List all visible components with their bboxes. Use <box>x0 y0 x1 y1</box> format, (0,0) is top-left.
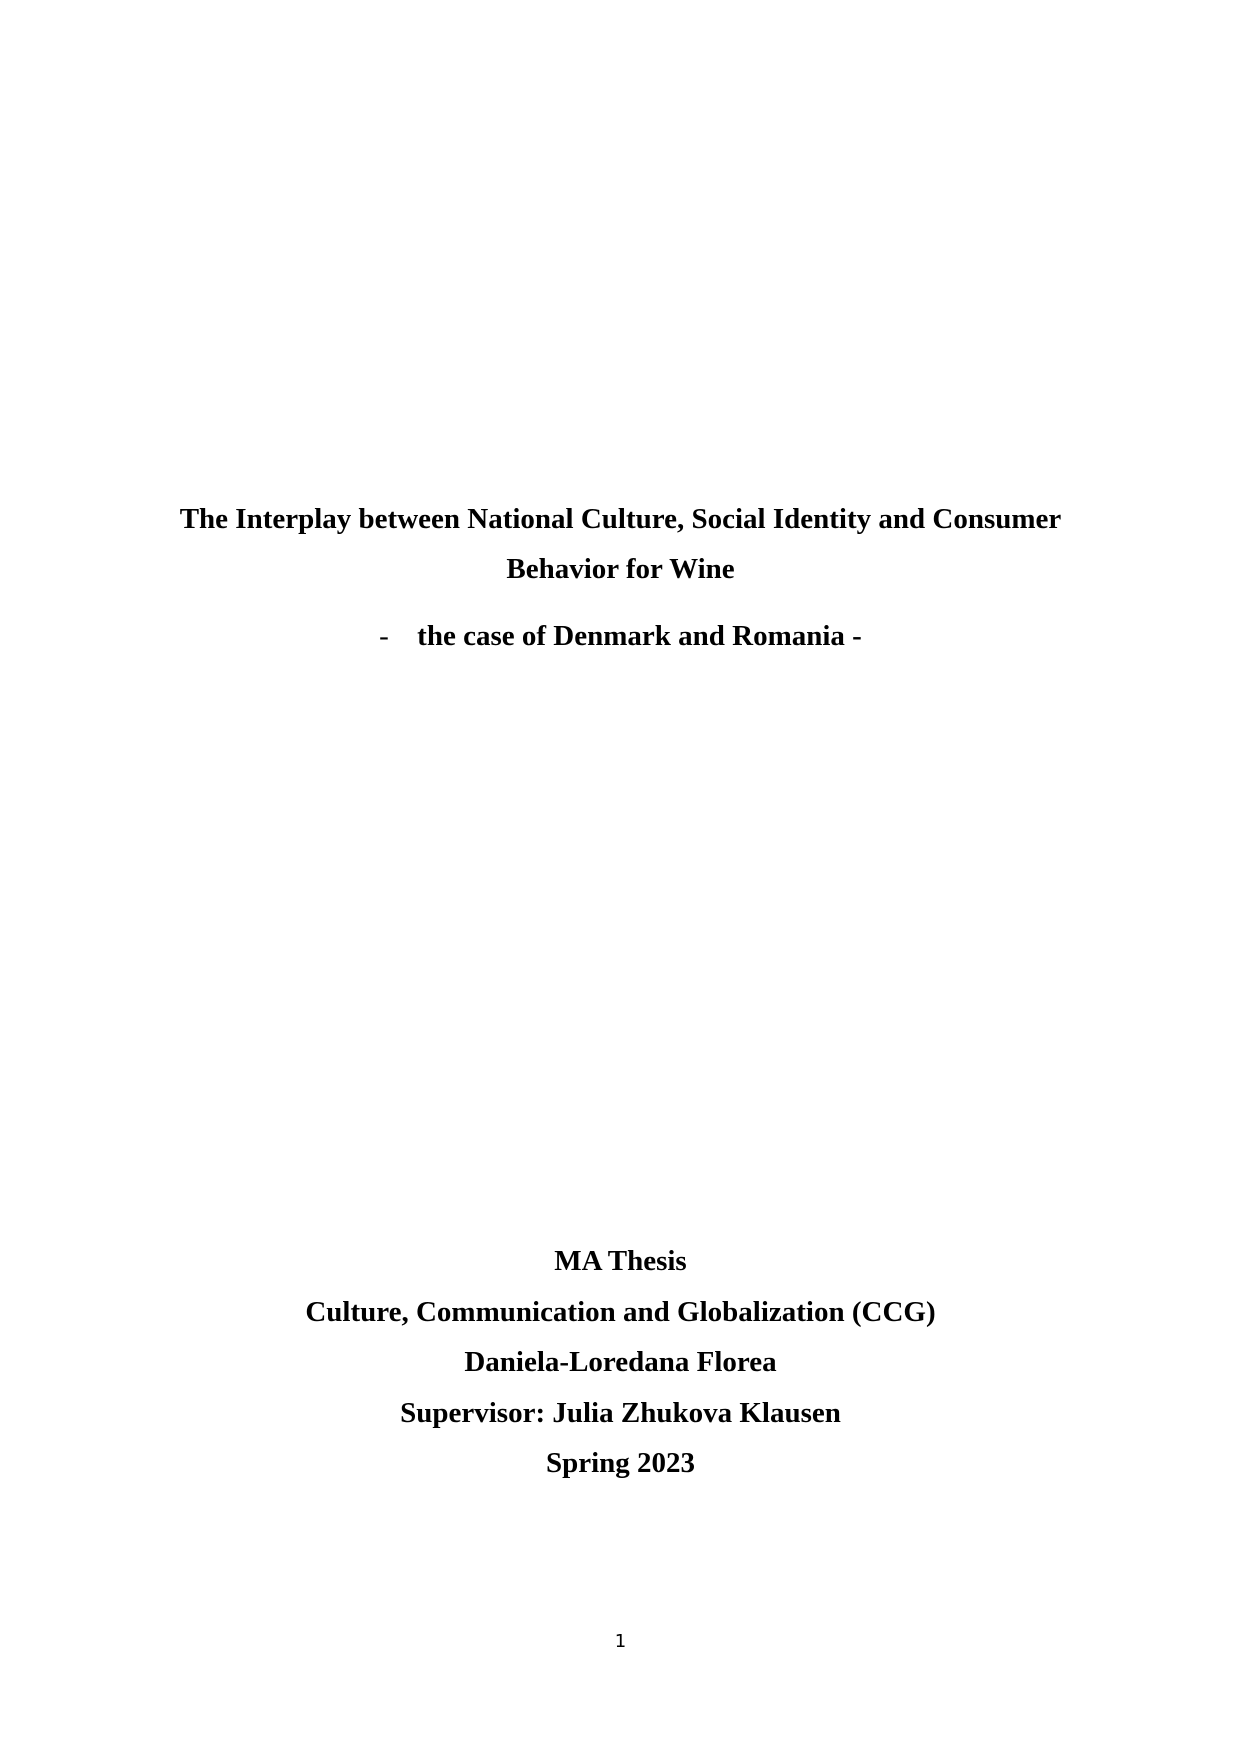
degree-label: MA Thesis <box>554 1245 687 1277</box>
subtitle-bullet-dash: - <box>379 620 389 652</box>
term-label: Spring 2023 <box>545 1447 696 1479</box>
supervisor-name: Supervisor: Julia Zhukova Klausen <box>400 1396 841 1429</box>
thesis-subtitle <box>0 616 1241 656</box>
thesis-title <box>0 494 1241 594</box>
subtitle-text: the case of Denmark and Romania - <box>417 620 862 652</box>
program-name: Culture, Communication and Globalization (CCG) <box>305 1295 936 1328</box>
author-name: Daniela-Loredana Florea <box>464 1346 777 1378</box>
thesis-title-line-2: Behavior for Wine <box>506 553 735 585</box>
thesis-details <box>0 1236 1241 1489</box>
page-number: 1 <box>614 1631 627 1652</box>
thesis-title-line-1: The Interplay between National Culture, Social Identity and Consumer <box>179 503 1062 535</box>
